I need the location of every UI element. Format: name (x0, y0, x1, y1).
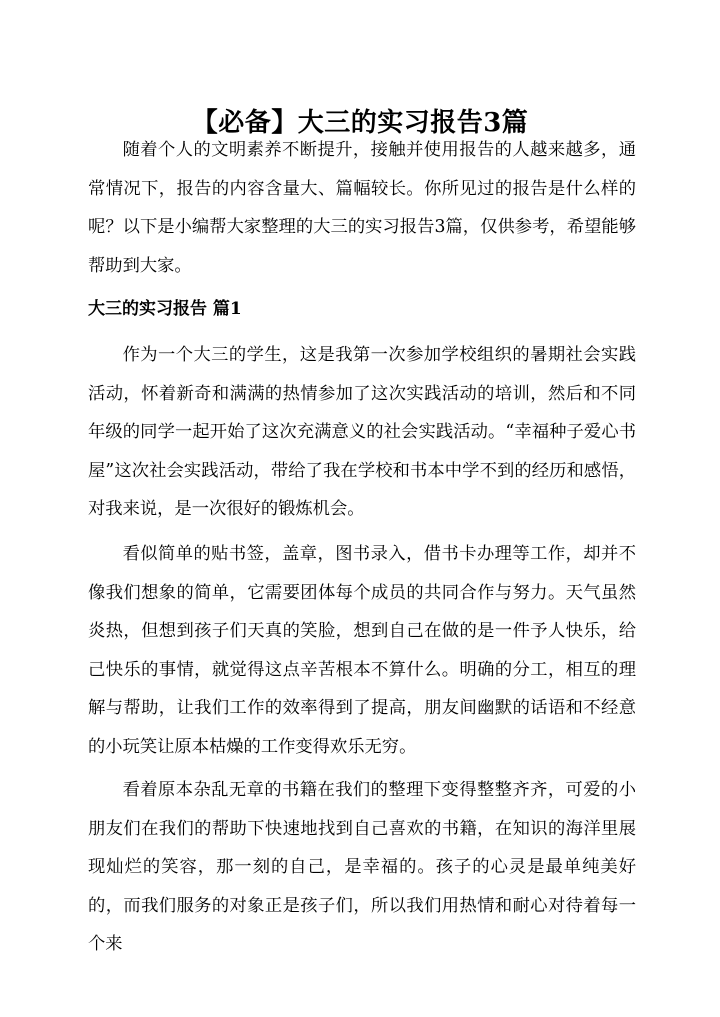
body-paragraph: 看似简单的贴书签，盖章，图书录入，借书卡办理等工作，却并不像我们想象的简单，它需要团体每个成员的共同合作与努力。天气虽然炎热，但想到孩子们天真的笑脸，想到自己在做的是一件予人快乐，给己快乐的事情，就觉得这点辛苦根本不算什么。明确的分工，相互的理解与帮助，让我们工作的效率得到了提高，朋友间幽默的话语和不经意的小玩笑让原本枯燥的工作变得欢乐无穷。 (88, 544, 636, 757)
document-title: 【必备】大三的实习报告3篇 (191, 108, 529, 139)
section-heading: 大三的实习报告 篇1 (88, 299, 242, 319)
intro-paragraph: 随着个人的文明素养不断提升，接触并使用报告的人越来越多，通常情况下，报告的内容含量大、篇幅较长。你所见过的报告是什么样的呢？以下是小编帮大家整理的大三的实习报告3篇，仅供参考，希望能够帮助到大家。 (88, 140, 636, 276)
body-paragraph: 作为一个大三的学生，这是我第一次参加学校组织的暑期社会实践活动，怀着新奇和满满的热情参加了这次实践活动的培训，然后和不同年级的同学一起开始了这次充满意义的社会实践活动。“幸福种子爱心书屋”这次社会实践活动，带给了我在学校和书本中学不到的经历和感悟，对我来说，是一次很好的锻炼机会。 (88, 345, 636, 519)
body-paragraph: 看着原本杂乱无章的书籍在我们的整理下变得整整齐齐，可爱的小朋友们在我们的帮助下快速地找到自己喜欢的书籍，在知识的海洋里展现灿烂的笑容，那一刻的自己，是幸福的。孩子的心灵是最单纯美好的，而我们服务的对象正是孩子们，所以我们用热情和耐心对待着每一个来 (88, 780, 636, 954)
